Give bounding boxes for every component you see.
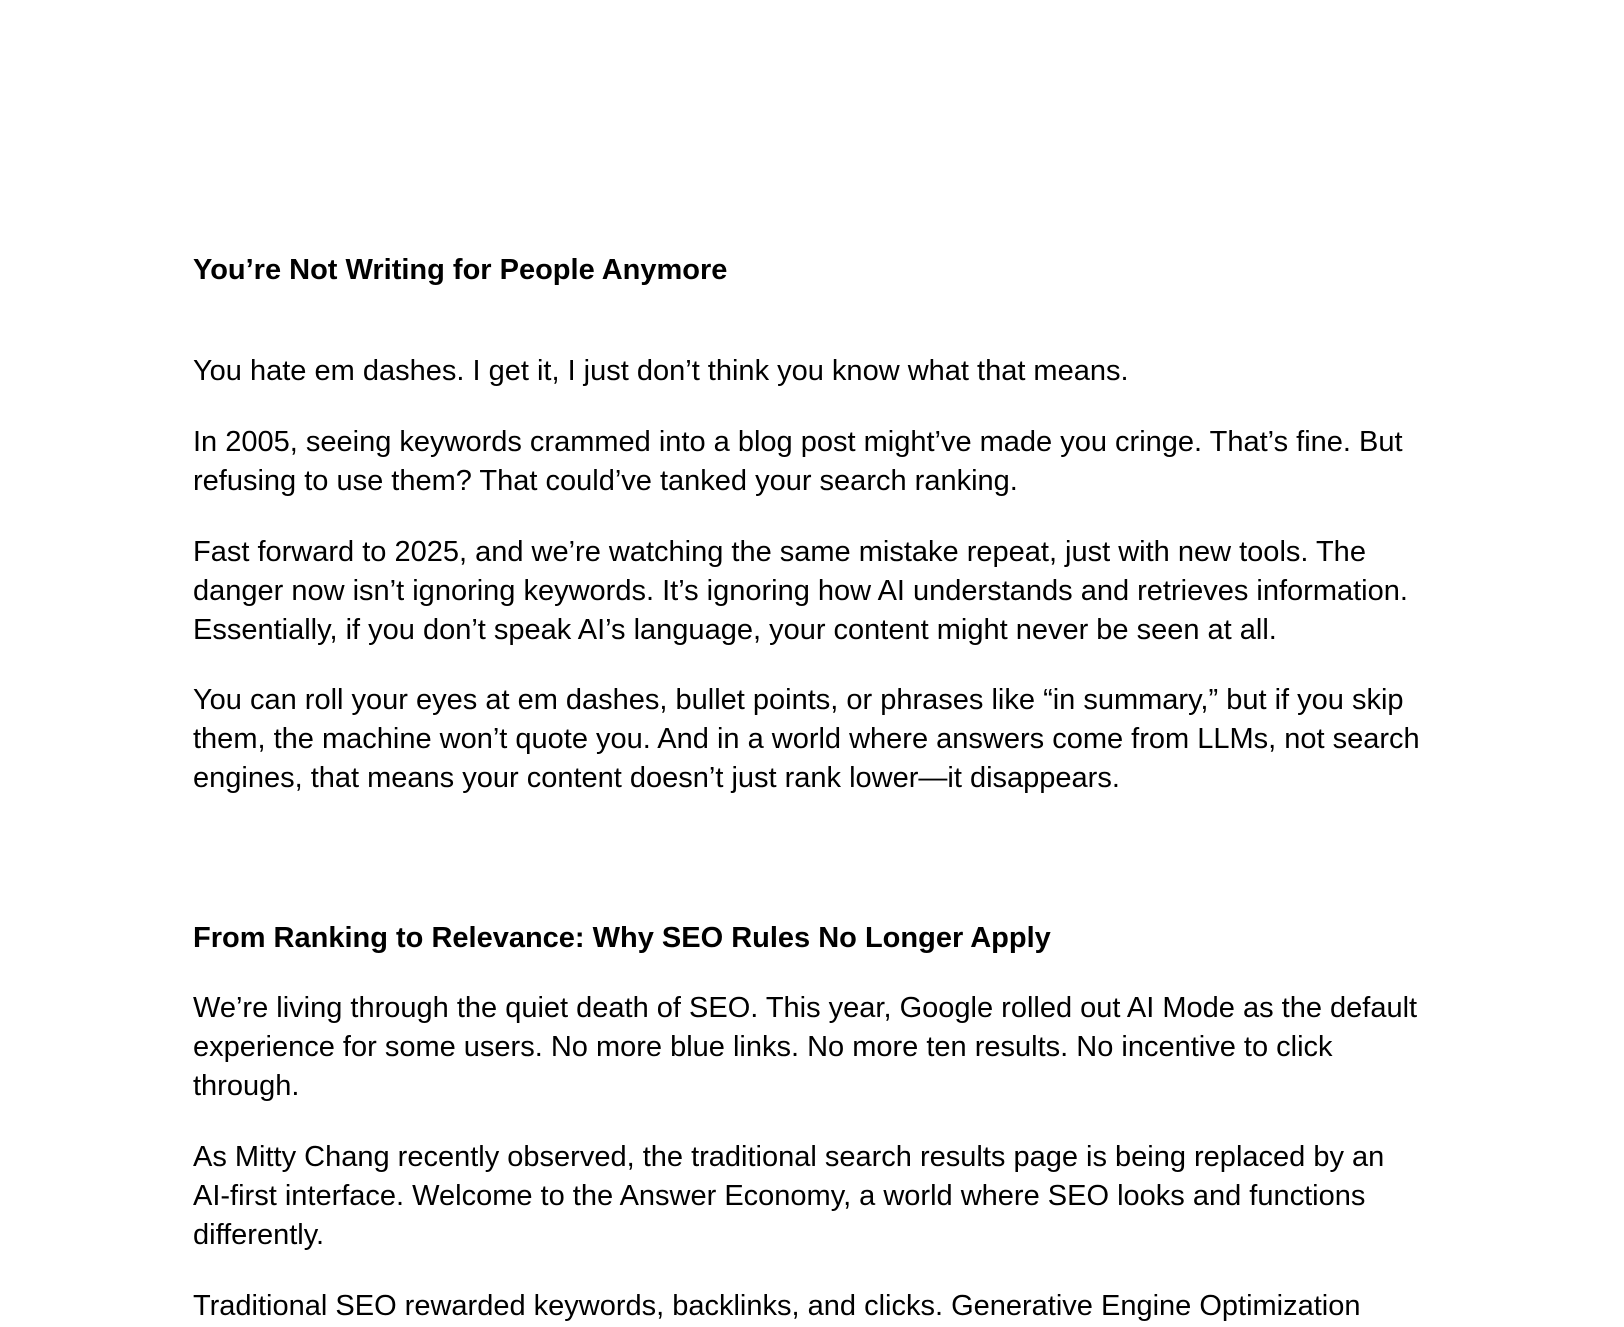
paragraph-line: engines, that means your content doesn’t just rank lower—it disappears. xyxy=(193,762,1120,794)
paragraph-line: You can roll your eyes at em dashes, bullet points, or phrases like “in summary,” but if you skip xyxy=(193,684,1404,716)
paragraph-line: Traditional SEO rewarded keywords, backlinks, and clicks. Generative Engine Optimization xyxy=(193,1290,1361,1322)
paragraph-6 xyxy=(193,1138,1453,1255)
paragraph-3 xyxy=(193,533,1453,650)
paragraph-line: danger now isn’t ignoring keywords. It’s ignoring how AI understands and retrieves information. xyxy=(193,575,1408,607)
paragraph-line: In 2005, seeing keywords crammed into a blog post might’ve made you cringe. That’s fine. But xyxy=(193,426,1403,458)
paragraph-5 xyxy=(193,989,1453,1106)
paragraph-4 xyxy=(193,681,1453,798)
section-heading-1: You’re Not Writing for People Anymore xyxy=(193,254,728,286)
paragraph-line: experience for some users. No more blue links. No more ten results. No incentive to click xyxy=(193,1031,1333,1063)
section-heading-2: From Ranking to Relevance: Why SEO Rules No Longer Apply xyxy=(193,922,1051,954)
paragraph-line: Essentially, if you don’t speak AI’s language, your content might never be seen at all. xyxy=(193,614,1277,646)
paragraph-1 xyxy=(193,352,1453,391)
paragraph-7 xyxy=(193,1287,1453,1326)
paragraph-line: As Mitty Chang recently observed, the traditional search results page is being replaced by an xyxy=(193,1141,1385,1173)
paragraph-line: refusing to use them? That could’ve tanked your search ranking. xyxy=(193,465,1018,497)
paragraph-line: We’re living through the quiet death of SEO. This year, Google rolled out AI Mode as the default xyxy=(193,992,1418,1024)
paragraph-line: Fast forward to 2025, and we’re watching the same mistake repeat, just with new tools. The xyxy=(193,536,1366,568)
paragraph-line: through. xyxy=(193,1070,300,1102)
paragraph-line: You hate em dashes. I get it, I just don’t think you know what that means. xyxy=(193,355,1129,387)
paragraph-line: AI-first interface. Welcome to the Answer Economy, a world where SEO looks and functions xyxy=(193,1180,1366,1212)
paragraph-line: them, the machine won’t quote you. And in a world where answers come from LLMs, not search xyxy=(193,723,1420,755)
paragraph-2 xyxy=(193,423,1453,501)
paragraph-line: differently. xyxy=(193,1219,325,1251)
